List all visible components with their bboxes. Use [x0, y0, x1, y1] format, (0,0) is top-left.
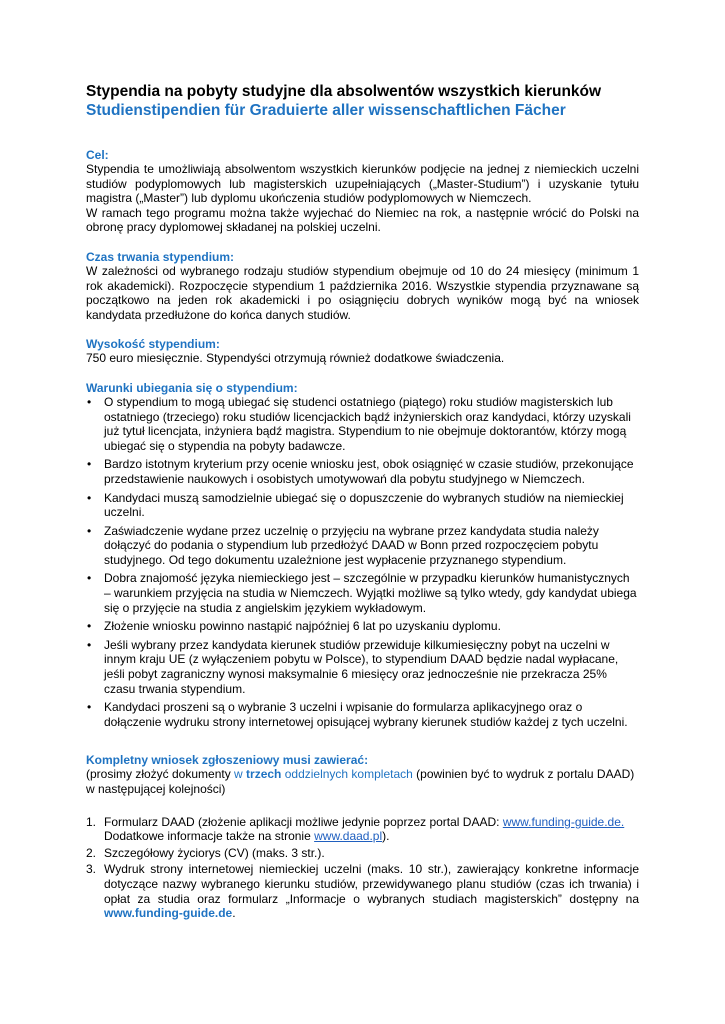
item-text: Dodatkowe informacje także na stronie [104, 829, 315, 844]
daad-link[interactable]: www.daad.pl [314, 829, 383, 844]
heading-wniosek: Kompletny wniosek zgłoszeniowy musi zawierać: [86, 753, 369, 768]
list-item: • Zaświadczenie wydane przez uczelnię o przyjęciu na wybrane przez kandydata studia należy dołączyć do podania o stypendium lub przedłożyć DAAD w Bonn przed rozpoczęciem pobytu studyjnego. Od tego dokumentu uzależnione jest wypłacenie przyznanego stypendium. [86, 524, 639, 568]
list-item: • Kandydaci proszeni są o wybranie 3 uczelni i wpisanie do formularza aplikacyjnego oraz o dołączenie wydruku strony internetowej opisującej wybrany kierunek studiów każdej z tych uczelni. [86, 700, 639, 729]
wniosek-intro [86, 767, 639, 796]
section-warunki [86, 381, 639, 729]
list-item: • Bardzo istotnym kryterium przy ocenie wniosku jest, obok osiągnięć w czasie studiów, przekonujące przedstawienie naukowych i osobistych umotywowań dla pobytu studyjnego w Niemczech. [86, 457, 639, 486]
list-item: • Jeśli wybrany przez kandydata kierunek studiów przewiduje kilkumiesięczny pobyt na uczelni w innym kraju UE (z wyłączeniem pobytu w Polsce), to stypendium DAAD będzie nadal wypłacane, jeśli pobyt zagraniczny wynosi maksymalnie 6 miesięcy oraz jednocześnie nie przekracza 25% czasu trwania stypendium. [86, 638, 639, 696]
item-number: 3. [86, 862, 97, 877]
title-polish: Stypendia na pobyty studyjne dla absolwentów wszystkich kierunków [86, 83, 602, 100]
list-item [86, 862, 639, 920]
heading-czas: Czas trwania stypendium: [86, 249, 235, 264]
heading-warunki: Warunki ubiegania się o stypendium: [86, 380, 298, 395]
item-number: 2. [86, 845, 97, 860]
wniosek-list [86, 815, 639, 921]
item-text: . [232, 906, 236, 921]
intro-text-a: (prosimy złożyć dokumenty [86, 767, 235, 782]
list-item: • O stypendium to mogą ubiegać się studenci ostatniego (piątego) roku studiów magisterskich lub ostatniego (trzeciego) roku studiów licencjackich bądź inżynierskich oraz kandydaci, którzy uzyskali już tytuł licencjata, inżyniera bądź magistra. Stypendium to nie obejmuje doktorantów, którzy mogą ubiegać się o stypendia na pobyty badawcze. [86, 395, 639, 453]
item-text: Wydruk strony internetowej niemieckiej uczelni (maks. 10 str.), zawierający konkretne informacje dotyczące nazwy wybranego kierunku studiów, przewidywanego planu studiów (czas ich trwania) i opłat za studia oraz formularz „Informacje o wybranych studiach magisterskich” dostępny na [104, 862, 639, 906]
item-text: Szczegółowy życiorys (CV) (maks. 3 str.). [104, 845, 325, 860]
funding-guide-link[interactable]: www.funding-guide.de. [502, 814, 625, 829]
list-item: • Dobra znajomość języka niemieckiego jest – szczególnie w przypadku kierunków humanistycznych – warunkiem przyjęcia na studia w Niemczech. Wyjątki możliwe są tylko wtedy, gdy kandydat ubiega się o przyjęcie na studia z angielskim językiem wykładowym. [86, 571, 639, 615]
list-item: • Kandydaci muszą samodzielnie ubiegać się o dopuszczenie do wybranych studiów na niemieckiej uczelni. [86, 491, 639, 520]
intro-text-w: w [234, 767, 247, 782]
czas-paragraph: W zależności od wybranego rodzaju studiów stypendium obejmuje od 10 do 24 miesięcy (minimum 1 rok akademicki). Rozpoczęcie stypendium 1 października 2016. Wszystkie stypendia przyznawane są początkowo na jeden rok akademicki i po osiągnięciu dobrych wyników mogą być na wniosek kandydata przedłużone do końca danych studiów. [86, 263, 639, 322]
section-wniosek [86, 753, 639, 920]
section-czas [86, 250, 639, 322]
document-page [86, 82, 639, 936]
list-item [86, 846, 639, 861]
cel-paragraph-2: W ramach tego programu można także wyjechać do Niemiec na rok, a następnie wrócić do Polski na obronę pracy dyplomowej składanej na polskiej uczelni. [86, 205, 639, 235]
section-wysokosc [86, 337, 639, 366]
item-number: 1. [86, 814, 97, 829]
intro-text-trzech: trzech [246, 767, 282, 782]
list-item: • Złożenie wniosku powinno nastąpić najpóźniej 6 lat po uzyskaniu dyplomu. [86, 619, 639, 634]
title-german: Studienstipendien für Graduierte aller wissenschaftlichen Fächer [86, 102, 566, 119]
heading-wysokosc: Wysokość stypendium: [86, 337, 220, 352]
cel-paragraph-1: Stypendia te umożliwiają absolwentom wszystkich kierunków podjęcie na jednej z niemieckich uczelni studiów podyplomowych lub magisterskich uzupełniających („Master-Studium”) i uzyskanie tytułu magistra („Master”) lub dyplomu ukończenia studiów podyplomowych w Niemczech. [86, 162, 639, 206]
wysokosc-paragraph: 750 euro miesięcznie. Stypendyści otrzymują również dodatkowe świadczenia. [86, 351, 505, 366]
section-cel [86, 148, 639, 235]
intro-text-oddzielnych: oddzielnych kompletach [281, 767, 413, 782]
funding-guide-link-bold[interactable]: www.funding-guide.de [104, 906, 233, 921]
heading-cel: Cel: [86, 148, 109, 162]
warunki-list [86, 395, 639, 729]
item-text: ). [382, 829, 390, 844]
list-item [86, 815, 639, 844]
intro-text-b: (powinien być to wydruk z portalu DAAD) w następującej kolejności) [86, 767, 635, 796]
item-text: Formularz DAAD (złożenie aplikacji możliwe jedynie poprzez portal DAAD: [104, 814, 503, 829]
